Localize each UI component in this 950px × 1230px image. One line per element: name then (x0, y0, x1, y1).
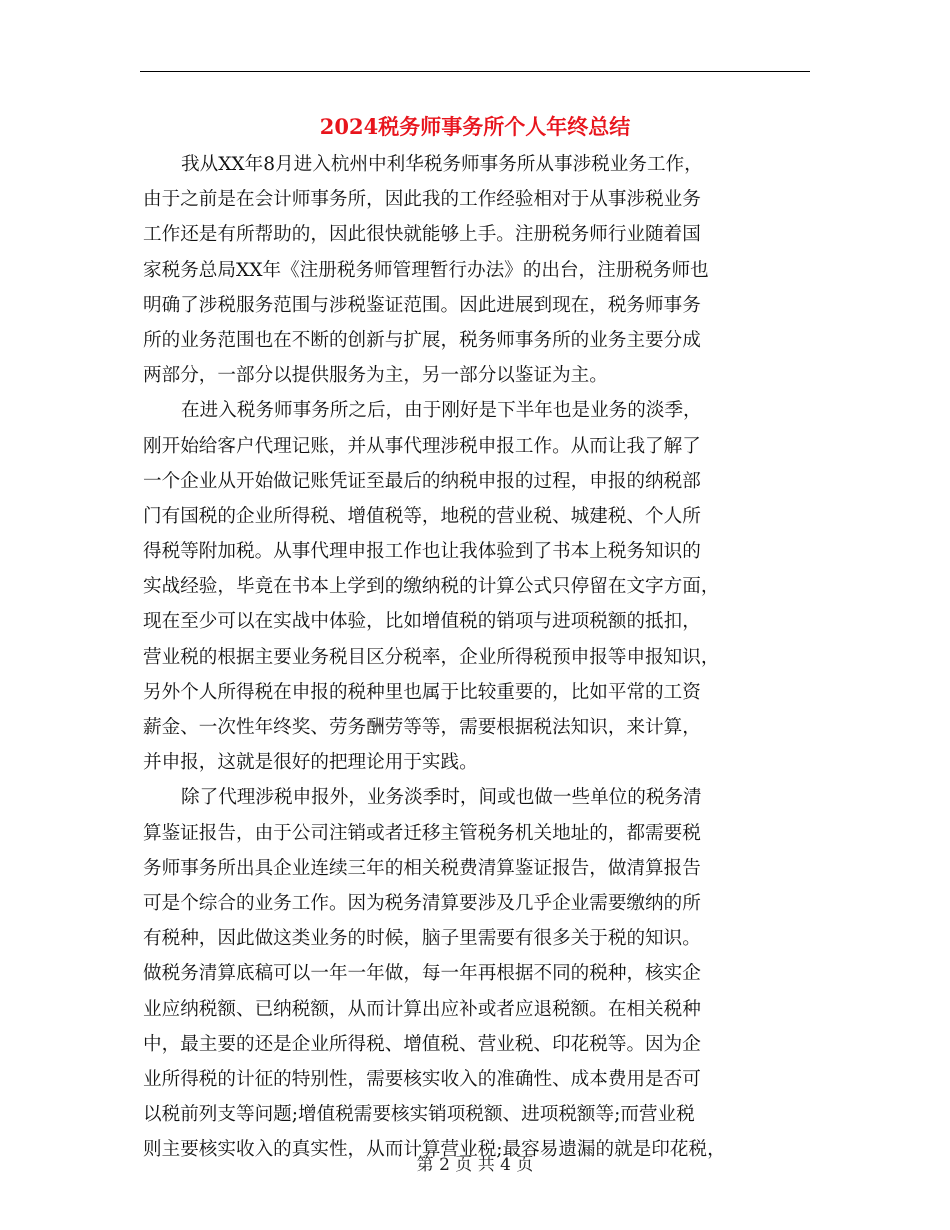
text-line: 营业税的根据主要业务税目区分税率，企业所得税预申报等申报知识， (143, 646, 720, 668)
document-title: 2024税务师事务所个人年终总结 (319, 114, 631, 139)
text-line: 务师事务所出具企业连续三年的相关税费清算鉴证报告，做清算报告 (143, 857, 701, 879)
text-line: 两部分，一部分以提供服务为主，另一部分以鉴证为主。 (143, 365, 608, 387)
text-line: 得税等附加税。从事代理申报工作也让我体验到了书本上税务知识的 (143, 541, 701, 563)
text-line: 刚开始给客户代理记账，并从事代理涉税申报工作。从而让我了解了 (143, 435, 701, 457)
text-line: 并申报，这就是很好的把理论用于实践。 (143, 752, 478, 774)
text-line: 有税种，因此做这类业务的时候，脑子里需要有很多关于税的知识。 (143, 928, 701, 950)
text-line: 在进入税务师事务所之后，由于刚好是下半年也是业务的淡季， (181, 400, 702, 422)
text-line: 除了代理涉税申报外，业务淡季时，间或也做一些单位的税务清 (181, 787, 702, 809)
text-line: 做税务清算底稿可以一年一年做，每一年再根据不同的税种，核实企 (143, 963, 701, 985)
text-line: 算鉴证报告，由于公司注销或者迁移主管税务机关地址的，都需要税 (143, 822, 701, 844)
text-line: 工作还是有所帮助的，因此很快就能够上手。注册税务师行业随着国 (143, 224, 701, 246)
text-line: 薪金、一次性年终奖、劳务酬劳等等，需要根据税法知识，来计算， (143, 717, 701, 738)
text-line: 所的业务范围也在不断的创新与扩展，税务师事务所的业务主要分成 (143, 329, 701, 351)
text-line: 业应纳税额、已纳税额，从而计算出应补或者应退税额。在相关税种 (143, 998, 701, 1020)
text-line: 业所得税的计征的特别性，需要核实收入的准确性、成本费用是否可 (143, 1068, 701, 1090)
text-line: 现在至少可以在实战中体验，比如增值税的销项与进项税额的抵扣， (143, 611, 701, 633)
document-body (143, 147, 811, 1167)
text-line: 实战经验，毕竟在书本上学到的缴纳税的计算公式只停留在文字方面， (143, 576, 720, 598)
text-line: 可是个综合的业务工作。因为税务清算要涉及几乎企业需要缴纳的所 (143, 892, 701, 914)
text-line: 一个企业从开始做记账凭证至最后的纳税申报的过程，申报的纳税部 (143, 470, 701, 492)
header-rule (140, 71, 810, 72)
text-line: 我从XX年8月进入杭州中利华税务师事务所从事涉税业务工作， (181, 154, 703, 175)
text-line: 门有国税的企业所得税、增值税等，地税的营业税、城建税、个人所 (143, 505, 701, 527)
text-line: 以税前列支等问题;增值税需要核实销项税额、进项税额等;而营业税 (143, 1104, 695, 1126)
text-line: 另外个人所得税在申报的税种里也属于比较重要的，比如平常的工资 (143, 681, 701, 703)
text-line: 则主要核实收入的真实性，从而计算营业税;最容易遗漏的就是印花税， (143, 1139, 726, 1161)
text-line: 明确了涉税服务范围与涉税鉴证范围。因此进展到现在，税务师事务 (143, 294, 701, 316)
text-line: 家税务总局XX年《注册税务师管理暂行办法》的出台，注册税务师也 (143, 259, 709, 281)
text-line: 由于之前是在会计师事务所，因此我的工作经验相对于从事涉税业务 (143, 189, 701, 211)
page-footer: 第 2 页 共 4 页 (416, 1155, 534, 1175)
text-line: 中，最主要的还是企业所得税、增值税、营业税、印花税等。因为企 (143, 1033, 701, 1055)
